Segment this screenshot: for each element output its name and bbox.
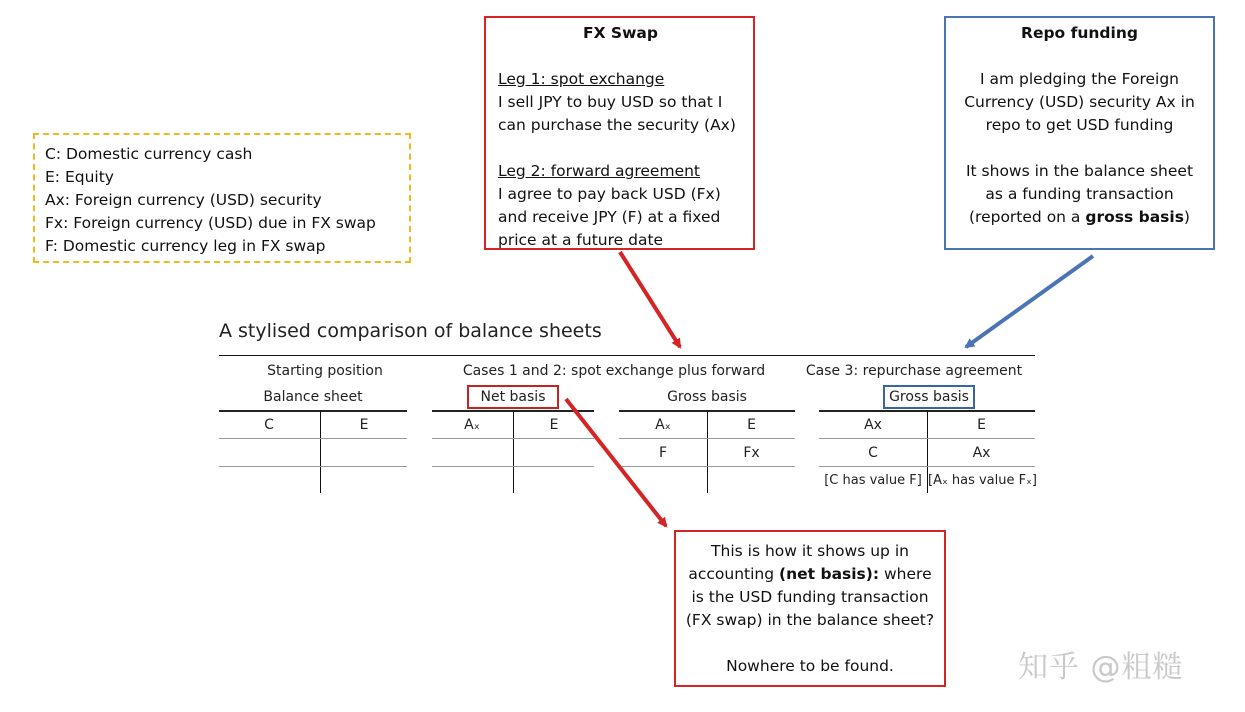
cases12-header: Cases 1 and 2: spot exchange plus forward — [462, 363, 766, 379]
leg2-text: price at a future date — [498, 231, 664, 249]
leg1-text: can purchase the security (Ax) — [498, 116, 736, 134]
repo-text-prefix: (reported on a — [969, 208, 1086, 226]
net-liability-cell: E — [549, 417, 559, 433]
callout-text: is the USD funding transaction — [691, 588, 929, 606]
callout-text: This is how it shows up in — [711, 542, 909, 560]
leg1-text: I sell JPY to buy USD so that I — [498, 93, 723, 111]
net-asset-cell: Aₓ — [464, 417, 480, 433]
start-liability-cell: E — [359, 417, 369, 433]
leg1-heading: Leg 1: spot exchange — [498, 70, 665, 88]
repo-title: Repo funding — [1021, 24, 1138, 42]
callout-prefix: accounting — [688, 565, 780, 583]
gross-liability-cell: E — [747, 417, 756, 433]
repo-text: as a funding transaction — [985, 185, 1174, 203]
fx-swap-arrow — [620, 252, 680, 347]
case3-asset-note: [C has value F] — [824, 473, 922, 488]
legend-line: Ax: Foreign currency (USD) security — [45, 191, 322, 209]
case3-asset-cell: C — [868, 445, 878, 461]
start-asset-cell: C — [264, 417, 274, 433]
callout-bold: (net basis): — [779, 565, 880, 583]
gross-liability-cell: Fx — [743, 445, 760, 461]
gross-asset-cell: Aₓ — [655, 417, 671, 433]
repo-text: repo to get USD funding — [985, 116, 1174, 134]
repo-text-bold: gross basis — [1085, 208, 1184, 226]
legend-line: E: Equity — [45, 168, 114, 186]
repo-text-suffix: ) — [1183, 208, 1190, 226]
repo-text: I am pledging the Foreign — [979, 70, 1180, 88]
leg2-text: and receive JPY (F) at a fixed — [498, 208, 721, 226]
leg2-text: I agree to pay back USD (Fx) — [498, 185, 721, 203]
callout-suffix: where — [879, 565, 932, 583]
case3-liability-note: [Aₓ has value Fₓ] — [928, 473, 1037, 488]
net-basis-arrow — [566, 399, 666, 526]
callout-text: Nowhere to be found. — [726, 657, 894, 675]
legend-line: Fx: Foreign currency (USD) due in FX swap — [45, 214, 376, 232]
starting-position-header: Starting position — [267, 363, 383, 379]
leg2-heading: Leg 2: forward agreement — [498, 162, 701, 180]
fx-swap-title: FX Swap — [583, 24, 658, 42]
legend-line: C: Domestic currency cash — [45, 145, 253, 163]
net-basis-label: Net basis — [480, 389, 546, 405]
case3-liability-cell: Ax — [972, 445, 991, 461]
repo-text: It shows in the balance sheet — [965, 162, 1194, 180]
gross-asset-cell: F — [658, 445, 668, 461]
gross-basis-label: Gross basis — [667, 389, 747, 405]
watermark: 知乎 @粗糙 — [1018, 650, 1184, 685]
legend-line: F: Domestic currency leg in FX swap — [45, 237, 326, 255]
sheet-title: A stylised comparison of balance sheets — [219, 320, 602, 342]
case3-liability-cell: E — [977, 417, 986, 433]
callout-text: (FX swap) in the balance sheet? — [685, 611, 935, 629]
case3-gross-basis-label: Gross basis — [889, 389, 969, 405]
case3-header: Case 3: repurchase agreement — [805, 363, 1023, 379]
repo-text: Currency (USD) security Ax in — [964, 93, 1195, 111]
case3-asset-cell: Ax — [864, 417, 882, 433]
balance-sheet-label: Balance sheet — [263, 389, 363, 405]
repo-arrow — [966, 256, 1093, 347]
